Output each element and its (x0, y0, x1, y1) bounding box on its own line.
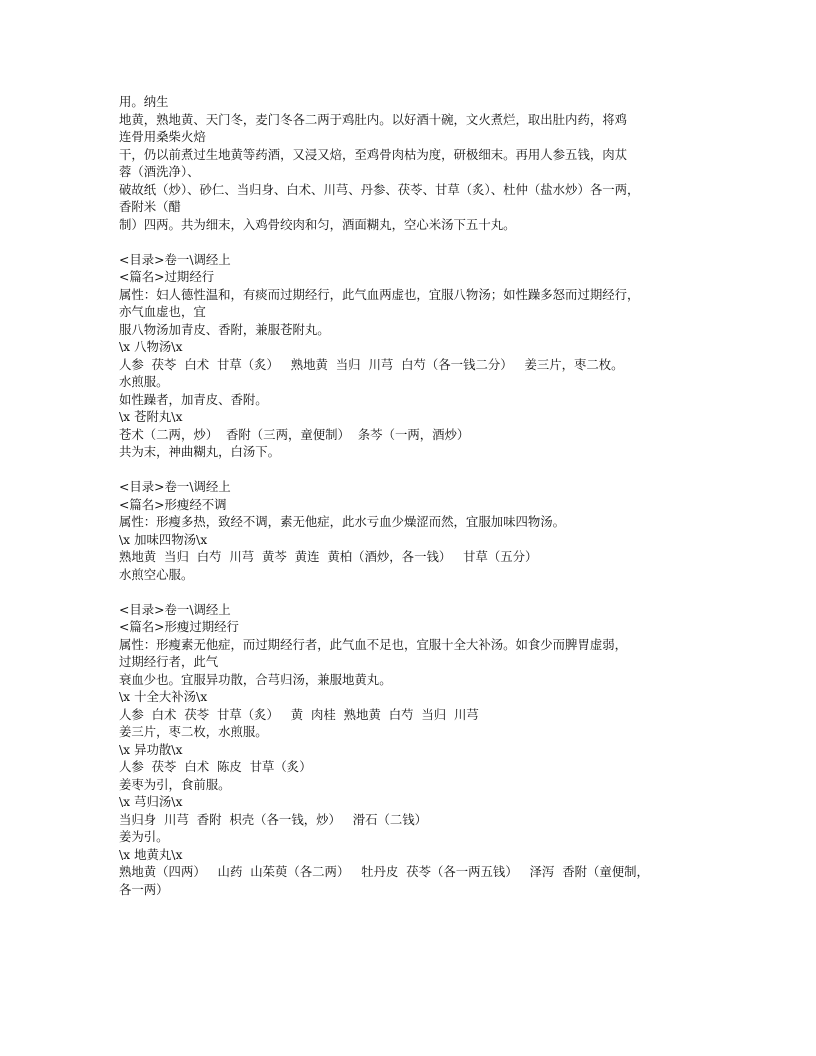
text-line: \x 十全大补汤\x (119, 689, 208, 704)
text-line: <篇名>形瘦经不调 (119, 496, 227, 512)
text-line: 属性：形瘦多热，致经不调，素无他症，此水亏血少燥涩而然，宜服加味四物汤。 (119, 514, 566, 529)
text-line: 水煎空心服。 (119, 566, 194, 582)
document-page (119, 93, 704, 898)
text-line: 人参 白术 茯苓 甘草（炙） 黄 肉桂 熟地黄 白芍 当归 川芎 (119, 706, 479, 722)
text-line: 过期经行者，此气 (119, 654, 219, 669)
text-line: 破故纸（炒）、砂仁、当归身、白术、川芎、丹参、茯苓、甘草（炙）、杜仲（盐水炒）各一两， (119, 181, 640, 197)
text-line: 如性躁者，加青皮、香附。 (119, 391, 268, 407)
text-line: 蓉（酒洗净）、 (119, 164, 200, 179)
text-line: 人参 茯苓 白术 陈皮 甘草（炙） (119, 759, 312, 774)
text-line: \x 芎归汤\x (119, 794, 183, 809)
text-line: 共为末，神曲糊丸，白汤下。 (119, 444, 281, 459)
text-line: 香附米（醋 (119, 199, 181, 214)
text-line: 干，仍以前煮过生地黄等药酒，又浸又焙，至鸡骨肉枯为度，研极细末。再用人参五钱，肉苁 (119, 146, 628, 162)
text-line: 姜三片，枣二枚，水煎服。 (119, 724, 268, 739)
text-line: <篇名>过期经行 (119, 269, 215, 284)
text-line: <目录>卷一\调经上 (119, 251, 231, 267)
text-line: <目录>卷一\调经上 (119, 479, 231, 494)
text-line: \x 苍附丸\x (119, 409, 183, 424)
text-line: 地黄，熟地黄、天门冬，麦门冬各二两于鸡肚内。以好酒十碗，文火煮烂，取出肚内药，将鸡 (119, 111, 628, 127)
text-line: \x 加味四物汤\x (119, 531, 208, 547)
blank-line (119, 233, 704, 251)
text-line: 水煎服。 (119, 374, 169, 389)
text-line: 熟地黄 当归 白芍 川芎 黄芩 黄连 黄柏（酒炒，各一钱） 甘草（五分） (119, 549, 538, 564)
text-line: 苍术（二两，炒） 香附（三两，童便制） 条芩（一两，酒炒） (119, 426, 470, 442)
text-line: <目录>卷一\调经上 (119, 601, 231, 617)
text-line: 各一两） (119, 881, 169, 897)
text-line: 服八物汤加青皮、香附，兼服苍附丸。 (119, 321, 330, 337)
text-line: 当归身 川芎 香附 枳壳（各一钱，炒） 滑石（二钱） (119, 811, 428, 827)
text-line: 姜为引。 (119, 829, 169, 844)
text-line: 衰血少也。宜服异功散，合芎归汤，兼服地黄丸。 (119, 671, 392, 687)
text-line: 用。纳生 (119, 94, 169, 109)
text-line: 属性：妇人德性温和，有痰而过期经行，此气血两虚也，宜服八物汤；如性躁多怒而过期经行， (119, 286, 640, 302)
text-line: 制）四两。共为细末，入鸡骨绞肉和匀，酒面糊丸，空心米汤下五十丸。 (119, 216, 516, 232)
blank-line (119, 583, 704, 601)
text-line: 姜枣为引，食前服。 (119, 776, 231, 792)
text-line: \x 地黄丸\x (119, 846, 183, 862)
text-line: <篇名>形瘦过期经行 (119, 619, 239, 634)
text-line: \x 异功散\x (119, 741, 183, 757)
text-line: 人参 茯苓 白术 甘草（炙） 熟地黄 当归 川芎 白芍（各一钱二分） 姜三片，枣二枚。 (119, 356, 624, 372)
blank-line (119, 461, 704, 479)
text-line: 属性：形瘦素无他症，而过期经行者，此气血不足也，宜服十全大补汤。如食少而脾胃虚弱， (119, 636, 628, 652)
text-line: 连骨用桑柴火焙 (119, 129, 206, 144)
text-line: 亦气血虚也，宜 (119, 304, 206, 319)
text-line: \x 八物汤\x (119, 339, 183, 354)
text-line: 熟地黄（四两） 山药 山茱萸（各二两） 牡丹皮 茯苓（各一两五钱） 泽泻 香附（童便制， (119, 864, 649, 879)
